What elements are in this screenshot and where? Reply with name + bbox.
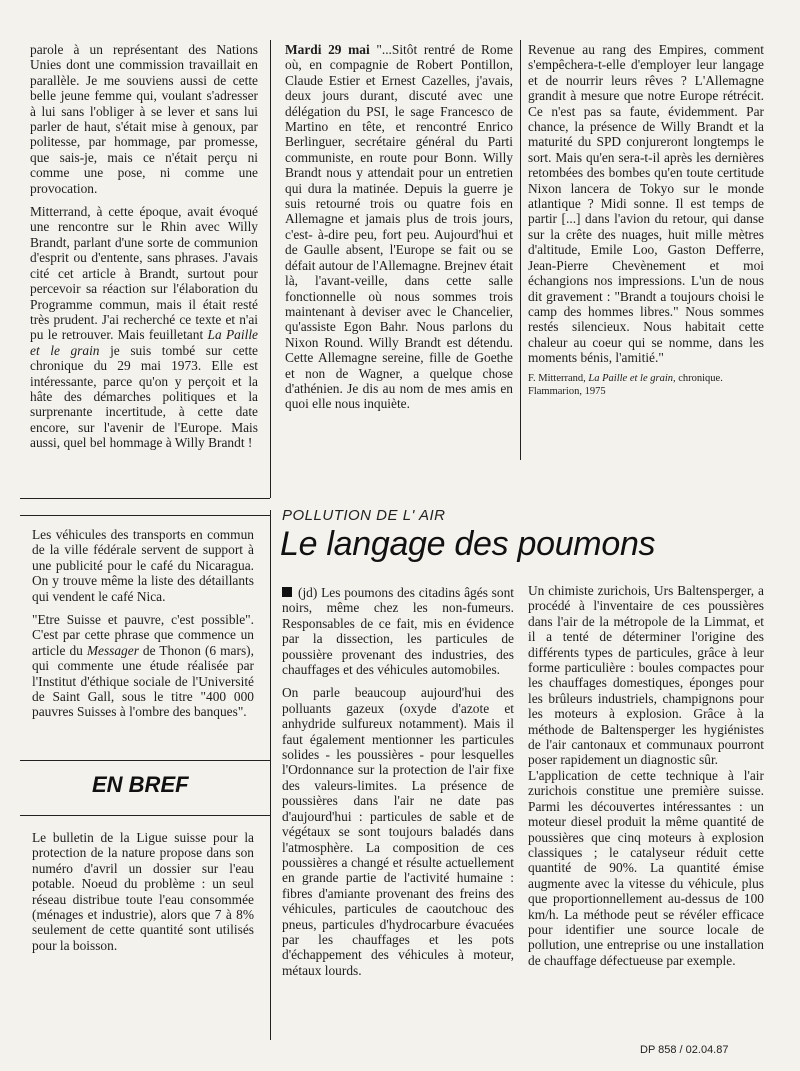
column-rule-top-right	[520, 40, 521, 460]
side-box-bref	[32, 830, 254, 1030]
article-column-1	[282, 585, 514, 1030]
side-box-news	[32, 527, 254, 777]
chronicle-text-2: Revenue au rang des Empires, comment s'empêchera-t-elle d'employer leur langage et de nourrir leurs rêves ? L'Allemagne grandit à mesure que notre Europe rétrécit. Ce n'est pas sa faute, évidemment. Par chance, la présence de Willy Brandt et la maturité du SPD conjureront longtemps le sort. Mais qu'en sera-t-il après les dernières retombées des bombes qu'en toute certitude Nixon lancera de Tokyo sur le monde atlantique ? Midi sonne. Il est temps de partir [...] dans l'avion du retour, qui danse sur la crête des nuages, huit mille mètres d'altitude, Emile Loo, Gaston Defferre, Jean-Pierre Chevènement et moi échangions nos impressions. L'un de nous dit gravement : "Brandt a toujours choisi le camp des hommes libres." Nous sommes restés silencieux. Nous habitait cette chaleur au coeur qui se nomme, dans les moments bénis, l'amitié."	[528, 42, 764, 366]
bref-paragraph: Le bulletin de la Ligue suisse pour la protection de la nature propose dans son numéro d'avril un dossier sur l'eau potable. Noeud du problème : un seul réseau distribue toute l'eau consommée (ménages et industrie), alors que 7 à 8% seulement de cette quantité sont utilisés pour la boisson.	[32, 830, 254, 953]
book-title: La Paille et le grain	[30, 327, 258, 358]
bref-title: EN BREF	[92, 772, 189, 797]
article-paragraph-1: (jd) Les poumons des citadins âgés sont noirs, même chez les non-fumeurs. Responsables de ce fait, mis en évidence par la dissection, les particules de poussière provenant des industries, des chauffages et des véhicules automobiles.	[282, 585, 514, 678]
bref-rule-bottom	[20, 815, 270, 816]
intro-paragraph-2: Mitterrand, à cette époque, avait évoqué une rencontre sur le Rhin avec Willy Brandt, parlant d'une sorte de communion d'esprit ou d'entente, sans phrases. J'avais cité cet article à Brandt, surtout pour percevoir sa réaction sur l'élaboration du Programme commun, mais il était resté très prudent. J'ai recherché ce texte et n'ai pu le retrouver. Mais feuilletant La Paille et le grain je suis tombé sur cette chronique du 29 mai 1973. Elle est intéressante, parce qu'on y perçoit et la hâte des démarches politiques et la surprenante incertitude, à cette date encore, sur l'avenir de l'Europe. Mais aussi, quel bel hommage à Willy Brandt !	[30, 204, 258, 451]
chronicle-date: Mardi 29 mai	[285, 42, 370, 57]
chronicle-column-2	[528, 42, 764, 462]
column-rule-top-left	[270, 40, 271, 498]
article-column-2	[528, 583, 764, 1033]
side-box-rule	[270, 510, 271, 1040]
article-paragraph-2: On parle beaucoup aujourd'hui des polluants gazeux (oxyde d'azote et anhydride sulfureux notamment). Mais il faut également mentionner les particules solides - les poussières - pour lesquelles l'Ordonnance sur la protection de l'air fixe des valeurs-limites. La présence de poussières dans l'air ne date pas d'aujourd'hui : particules de sable et de végétaux se sont toujours baladés dans l'atmosphère. La composition de ces poussières a changé et résulte actuellement en grande partie de l'activité humaine : fibres d'amiante provenant des freins des véhicules, particules de caoutchouc des pneus, particules d'hydrocarbure évacuées par les chauffages et les pots d'échappement des véhicules à moteur, métaux lourds.	[282, 685, 514, 978]
intro-paragraph-1: parole à un représentant des Nations Unies dont une commission travaillait en parallèle. Je me souviens aussi de cette belle jeune femme qui, voulant s'adresser à lui sans l'obliger à se lever et sans lui parler de haut, s'était mise à genoux, par politesse, par hommage, par promesse, que sais-je, mais ce n'était perçu ni comme une pose, ni comme une provocation.	[30, 42, 258, 196]
page-footer: DP 858 / 02.04.87	[640, 1044, 729, 1056]
article-paragraph-4: L'application de cette technique à l'air zurichois constitue une première suisse. Parmi les découvertes intéressantes : un moteur diesel produit la même quantité de poussières que cinq moteurs à explosion classiques ; le catalyseur réduit cette quantité de 90%. La quantité émise augmente avec la vitesse du véhicule, plus que proportionnellement au-dessus de 100 km/h. La méthode peut se révéler efficace pour identifier une source locale de pollution, une entreprise ou une installation de chauffage défectueuse par exemple.	[528, 767, 764, 968]
article-kicker: POLLUTION DE L' AIR	[282, 507, 446, 524]
chronicle-text-1: Mardi 29 mai "...Sitôt rentré de Rome où, en compagnie de Robert Pontillon, Claude Estier et Ernest Cazelles, j'avais, deux jours durant, discuté avec une délégation du PSI, le sage Francesco de Martino en tête, et rencontré Enrico Berlinguer, secrétaire général du Parti communiste, en route pour Bonn. Willy Brandt nous y attendait pour un entretien qui dura la matinée. Depuis la guerre je suis retourné trois ou quatre fois en Allemagne et jamais plus de trois jours, c'est- à-dire peu, fort peu. Aujourd'hui et de Gaulle absent, l'Europe se fait ou se défait autour de l'Allemagne. Brejnev était là, l'avant-veille, dans cette salle fonctionnelle où nous sommes trois maintenant à deviser avec le Chancelier, qu'assiste Egon Bahr. Nous parlons du Nixon Round. Willy Brandt est détendu. Cette Allemagne sereine, fille de Goethe et non de Wagner, a quelque chose d'athénien. Je dis au nom de mes amis en quoi elle nous inquiète.	[285, 42, 513, 412]
side-paragraph-1: Les véhicules des transports en commun de la ville fédérale servent de support à une publicité pour le café du Nicaragua. On y trouve même la liste des détaillants qui vendent le café Nica.	[32, 527, 254, 604]
side-paragraph-2: "Etre Suisse et pauvre, c'est possible". C'est par cette phrase que commence un article du Messager de Thonon (6 mars), qui commente une étude réalisée par l'Institut d'éthique sociale de l'Université de Saint Gall, sous le titre "400 000 pauvres Suisses à l'ombre des banques".	[32, 612, 254, 720]
article-paragraph-3: Un chimiste zurichois, Urs Baltensperger, a procédé à l'inventaire de ces poussières dans l'air de la métropole de la Limmat, et il a tenté de déterminer l'origine des différents types de particules, grâce à leur forme particulière : boules compactes pour les chauffages domestiques, éponges pour les brûleurs industriels, champignons pour les moteurs à explosion. Grâce à la méthode de Baltensperger les hygiénistes de l'air cantonaux et communaux pourront poser rapidement un diagnostic sûr.	[528, 583, 764, 768]
article-headline: Le langage des poumons	[280, 525, 656, 563]
citation: F. Mitterrand, La Paille et le grain, chronique. Flammarion, 1975	[528, 372, 723, 397]
bullet-square-icon	[282, 587, 292, 597]
chronicle-column-1	[285, 42, 513, 442]
